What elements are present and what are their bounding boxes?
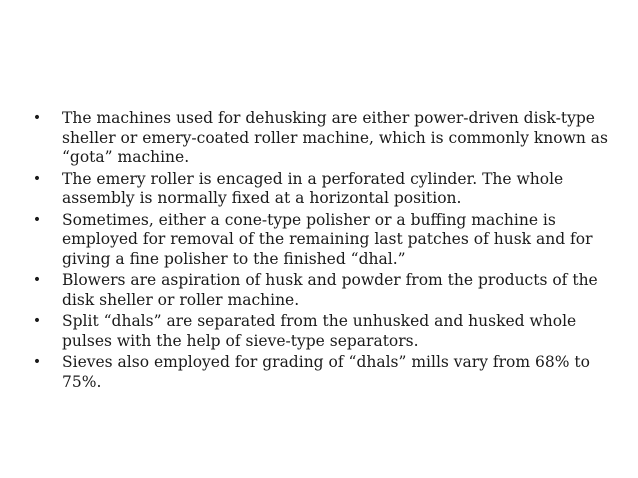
bullet-text: Split “dhals” are separated from the unhusked and husked whole pulses with the help of sieve-type separators. (62, 312, 577, 350)
bullet-item (30, 353, 610, 392)
bullet-marker: • (32, 170, 42, 187)
bullet-item (30, 271, 610, 310)
bullet-text: Sometimes, either a cone-type polisher or a buffing machine is employed for removal of the remaining last patches of husk and for giving a fine polisher to the finished “dhal.” (62, 210, 593, 268)
bullet-item (30, 170, 610, 209)
bullet-marker: • (32, 110, 42, 126)
bullet-marker: • (32, 354, 42, 370)
bullet-list (30, 109, 610, 394)
bullet-item (30, 109, 610, 168)
bullet-marker: • (32, 211, 42, 228)
bullet-marker: • (32, 313, 42, 329)
bullet-item (30, 211, 610, 270)
bullet-marker: • (32, 272, 42, 288)
bullet-text: The emery roller is encaged in a perforated cylinder. The whole assembly is normally fixed at a horizontal position. (62, 169, 564, 207)
bullet-item (30, 312, 610, 351)
bullet-text: Sieves also employed for grading of “dhals” mills vary from 68% to 75%. (62, 353, 590, 391)
bullet-text: Blowers are aspiration of husk and powder from the products of the disk sheller or roller machine. (62, 271, 598, 309)
bullet-text: The machines used for dehusking are either power-driven disk-type sheller or emery-coated roller machine, which is commonly known as “gota” machine. (62, 109, 608, 166)
